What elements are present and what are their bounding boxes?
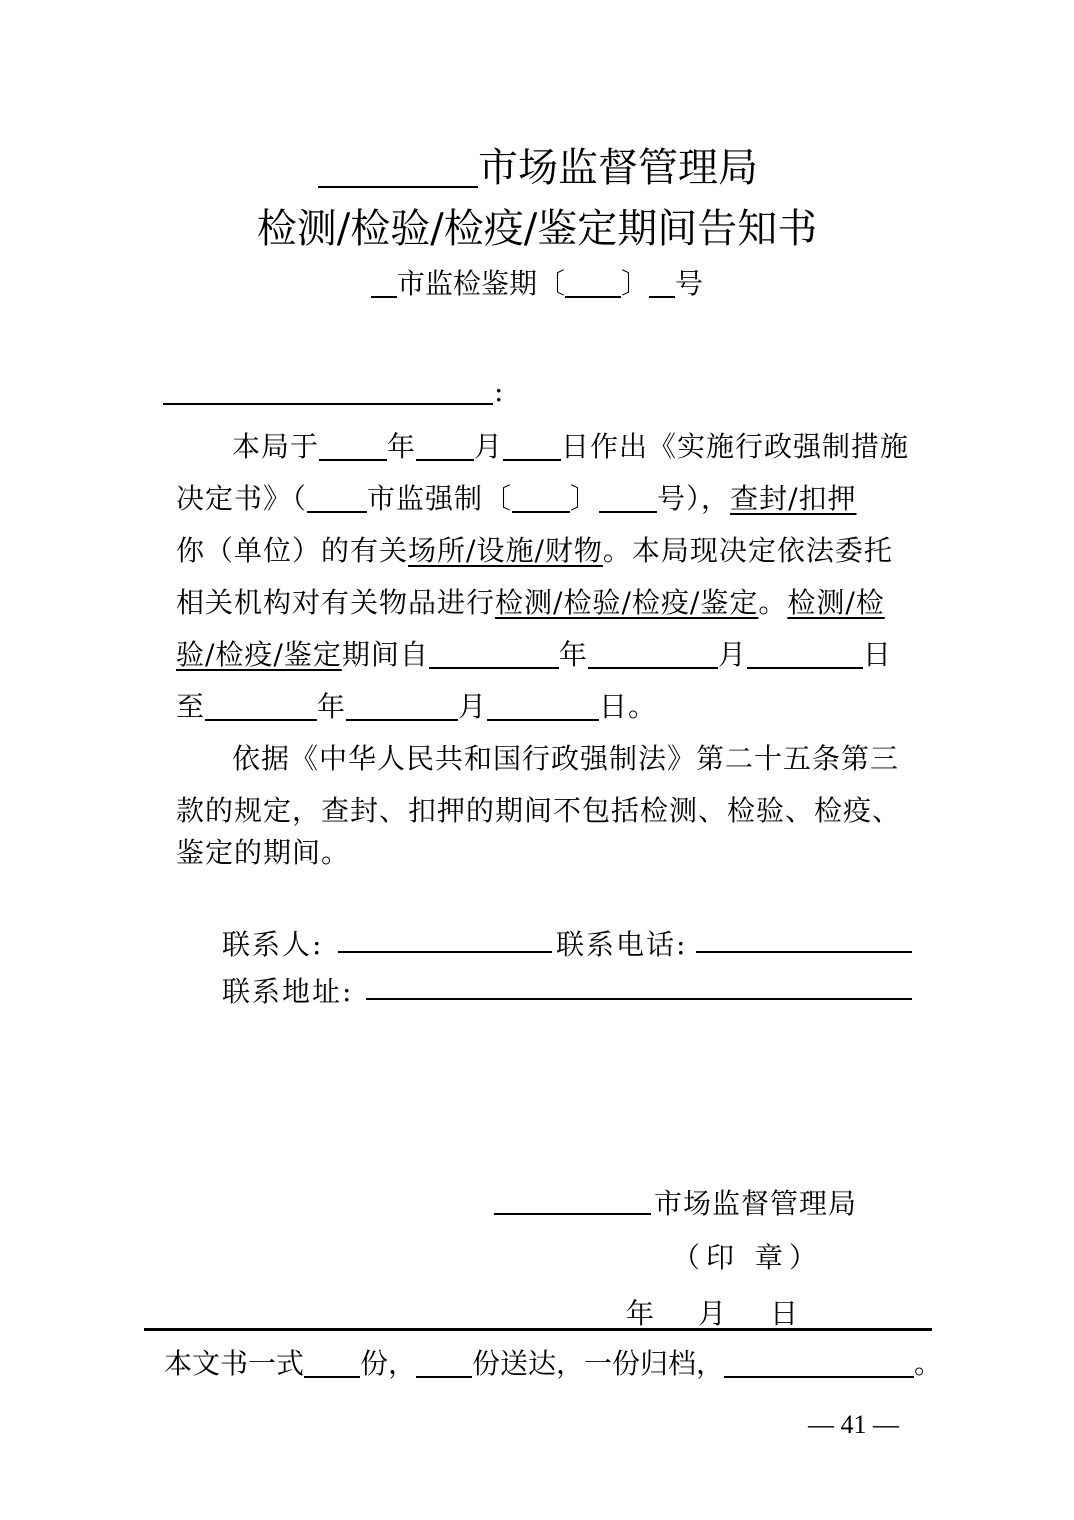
- option-seal-detain: 查封/扣押: [730, 482, 857, 515]
- copies-text: 。: [914, 1347, 943, 1380]
- date-blank: [747, 638, 863, 669]
- signature-day: 日: [770, 1297, 799, 1330]
- option-premises: 场所/设施/财物: [408, 534, 603, 567]
- option-test-type: 检测/检验/检疫/鉴定: [495, 586, 759, 619]
- agency-suffix: 市场监督管理局: [478, 145, 758, 191]
- copies-blank: [304, 1347, 360, 1378]
- date-blank: [346, 690, 458, 721]
- document-title: 检测/检验/检疫/鉴定期间告知书: [256, 206, 818, 252]
- date-blank: [319, 430, 387, 461]
- docno-year-blank: [565, 267, 621, 298]
- para1-text: 年: [317, 690, 347, 723]
- contact-address-blank: [366, 998, 912, 1000]
- archive-blank: [724, 1347, 914, 1378]
- signature-agency: 市场监督管理局: [654, 1187, 858, 1220]
- para1-text: 日。: [599, 690, 658, 723]
- option-test-type: 验/检疫/鉴定: [176, 638, 342, 671]
- docno-text-c: 号: [675, 267, 704, 300]
- copies-blank: [416, 1347, 472, 1378]
- docno-number-blank: [649, 267, 675, 298]
- para1-line6: [176, 685, 657, 725]
- ref-blank: [599, 482, 657, 513]
- para1-text: 日: [862, 638, 892, 671]
- para1-line4: [176, 581, 885, 621]
- para1-text: 相关机构对有关物品进行: [176, 586, 496, 619]
- recipient-blank: [163, 403, 493, 405]
- copies-note: [164, 1342, 942, 1382]
- para1-line1: [232, 425, 909, 465]
- ref-blank: [307, 482, 367, 513]
- para1-text: 年: [558, 638, 588, 671]
- para1-text: 本局于: [232, 430, 320, 463]
- para1-text: 决定书》（: [176, 482, 308, 515]
- para1-text: 。本局现决定依法委托: [602, 534, 893, 567]
- para1-text: 。: [758, 586, 788, 619]
- document-number: [0, 262, 1074, 302]
- date-blank: [487, 690, 599, 721]
- para1-text: 你（单位）的有关: [176, 534, 409, 567]
- para1-text: 市监强制〔: [367, 482, 513, 515]
- para2-line1: 依据《中华人民共和国行政强制法》第二十五条第三: [232, 742, 900, 775]
- signature-year: 年: [626, 1297, 655, 1330]
- date-blank: [429, 638, 559, 669]
- para1-text: 〕: [570, 482, 600, 515]
- contact-person-label: 联系人:: [222, 928, 324, 961]
- seal-placeholder: （印 章）: [672, 1241, 823, 1274]
- para1-line3: [176, 529, 893, 569]
- para1-line2: [176, 477, 857, 517]
- agency-title: [318, 136, 758, 193]
- para2-line2: 款的规定，查封、扣押的期间不包括检测、检验、检疫、: [176, 794, 902, 827]
- copies-text: 份，: [360, 1347, 417, 1380]
- para1-text: 月: [717, 638, 747, 671]
- date-blank: [503, 430, 561, 461]
- docno-prefix-blank: [371, 267, 397, 298]
- date-blank: [416, 430, 474, 461]
- ref-blank: [512, 482, 570, 513]
- docno-text-a: 市监检鉴期〔: [396, 267, 565, 300]
- para1-line5: [176, 633, 892, 673]
- copies-text: 份送达，一份归档，: [472, 1347, 725, 1380]
- recipient-colon: :: [494, 375, 504, 408]
- option-test-type: 检测/检: [787, 586, 885, 619]
- date-blank: [205, 690, 317, 721]
- para1-text: 年: [387, 430, 417, 463]
- contact-phone-label: 联系电话:: [556, 928, 688, 961]
- contact-phone-blank: [696, 951, 912, 953]
- signature-agency-blank: [494, 1213, 651, 1215]
- para1-text: 期间自: [341, 638, 429, 671]
- para1-text: 号），: [657, 482, 731, 515]
- agency-name-blank: [318, 144, 478, 188]
- para1-text: 月: [474, 430, 504, 463]
- para1-text: 月: [458, 690, 488, 723]
- copies-text: 本文书一式: [164, 1347, 305, 1380]
- footer-divider: [144, 1328, 932, 1331]
- date-blank: [588, 638, 718, 669]
- para1-text: 日作出《实施行政强制措施: [561, 430, 910, 463]
- para1-text: 至: [176, 690, 206, 723]
- contact-address-label: 联系地址:: [222, 975, 354, 1008]
- docno-text-b: 〕: [620, 267, 649, 300]
- signature-month: 月: [698, 1297, 727, 1330]
- para2-line3: 鉴定的期间。: [176, 836, 351, 869]
- page-number: — 41 —: [808, 1410, 899, 1439]
- contact-person-blank: [338, 951, 552, 953]
